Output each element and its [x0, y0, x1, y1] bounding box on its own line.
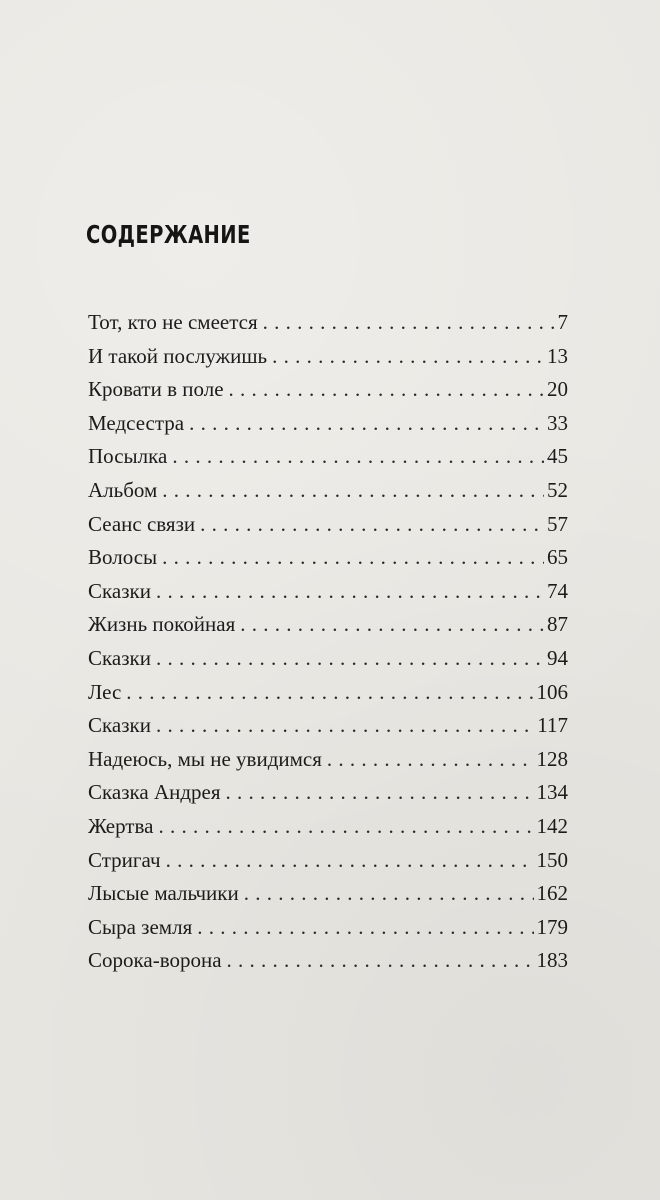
toc-entry-page: 13	[547, 343, 568, 368]
dot-leader	[156, 575, 544, 609]
toc-entry[interactable]	[88, 474, 568, 508]
toc-entry-page: 94	[547, 645, 568, 670]
toc-entry[interactable]	[88, 508, 568, 542]
dot-leader	[172, 440, 544, 474]
toc-entry-title: Лысые мальчики	[88, 881, 239, 906]
toc-entry[interactable]	[88, 407, 568, 441]
toc-entry-title: Сорока-ворона	[88, 948, 222, 973]
toc-entry-page: 183	[536, 948, 568, 973]
toc-entry-title: Тот, кто не смеется	[88, 310, 258, 334]
toc-entry-page: 142	[536, 813, 568, 838]
dot-leader	[226, 776, 534, 810]
dot-leader	[156, 709, 534, 743]
toc-entry[interactable]	[88, 575, 568, 609]
toc-entry-page: 134	[536, 780, 568, 805]
toc-entry-page: 45	[547, 444, 568, 469]
toc-entry-title: Волосы	[88, 545, 158, 570]
dot-leader	[166, 844, 534, 878]
toc-entry-page: 33	[547, 410, 568, 435]
toc-entry[interactable]	[88, 877, 568, 911]
dot-leader	[197, 911, 533, 945]
toc-entry-title: Стригач	[88, 847, 161, 872]
dot-leader	[162, 474, 544, 508]
toc-entry-page: 74	[547, 578, 568, 603]
toc-entry-title: Сказки	[88, 578, 151, 603]
toc-entry-title: Надеюсь, мы не увидимся	[88, 746, 322, 771]
toc-entry[interactable]	[88, 810, 568, 844]
toc-entry-page: 162	[536, 881, 568, 906]
toc-entry[interactable]	[88, 743, 568, 777]
toc-entry[interactable]	[88, 306, 568, 340]
toc-entry-page: 179	[536, 914, 568, 939]
dot-leader	[327, 743, 534, 777]
toc-entry[interactable]	[88, 541, 568, 575]
toc-entry-page: 20	[547, 377, 568, 402]
toc-entry-page: 87	[547, 612, 568, 637]
toc-entry-title: Кровати в поле	[88, 377, 224, 402]
toc-entry[interactable]	[88, 776, 568, 810]
toc-entry-page: 65	[547, 545, 568, 570]
toc-entry-page: 106	[536, 679, 568, 704]
dot-leader	[244, 877, 534, 911]
dot-leader	[156, 642, 544, 676]
dot-leader	[240, 608, 544, 642]
dot-leader	[200, 508, 544, 542]
dot-leader	[263, 306, 555, 340]
dot-leader	[162, 541, 544, 575]
toc-entry[interactable]	[88, 944, 568, 978]
toc-entry-page: 52	[547, 477, 568, 502]
toc-entry-title: И такой послужишь	[88, 343, 268, 368]
toc-entry-title: Лес	[88, 679, 122, 704]
toc-entry-title: Посылка	[88, 444, 168, 469]
toc-entry-page: 150	[536, 847, 568, 872]
toc-entry-title: Медсестра	[88, 410, 185, 435]
toc-entry-title: Жертва	[88, 813, 154, 838]
toc-entry-title: Сеанс связи	[88, 511, 196, 536]
toc-entry[interactable]	[88, 709, 568, 743]
toc-entry[interactable]	[88, 911, 568, 945]
toc-entry[interactable]	[88, 608, 568, 642]
toc-entry-title: Жизнь покойная	[88, 612, 236, 637]
toc-entry-title: Сказка Андрея	[88, 780, 221, 805]
toc-entry[interactable]	[88, 373, 568, 407]
toc-entry-page: 128	[536, 746, 568, 771]
dot-leader	[189, 407, 544, 441]
table-of-contents	[88, 306, 568, 978]
toc-entry-page: 117	[537, 713, 568, 738]
toc-entry[interactable]	[88, 340, 568, 374]
toc-entry[interactable]	[88, 676, 568, 710]
toc-entry-title: Сказки	[88, 713, 151, 738]
toc-entry-title: Сказки	[88, 645, 151, 670]
dot-leader	[227, 944, 534, 978]
toc-entry[interactable]	[88, 440, 568, 474]
toc-entry-page: 57	[547, 511, 568, 536]
toc-entry-title: Сыра земля	[88, 914, 193, 939]
dot-leader	[126, 676, 533, 710]
dot-leader	[229, 373, 544, 407]
toc-entry-title: Альбом	[88, 477, 158, 502]
dot-leader	[158, 810, 533, 844]
toc-entry[interactable]	[88, 642, 568, 676]
dot-leader	[272, 340, 544, 374]
page-title: СОДЕРЖАНИЕ	[86, 220, 251, 249]
toc-entry[interactable]	[88, 844, 568, 878]
toc-entry-page: 7	[557, 310, 568, 334]
